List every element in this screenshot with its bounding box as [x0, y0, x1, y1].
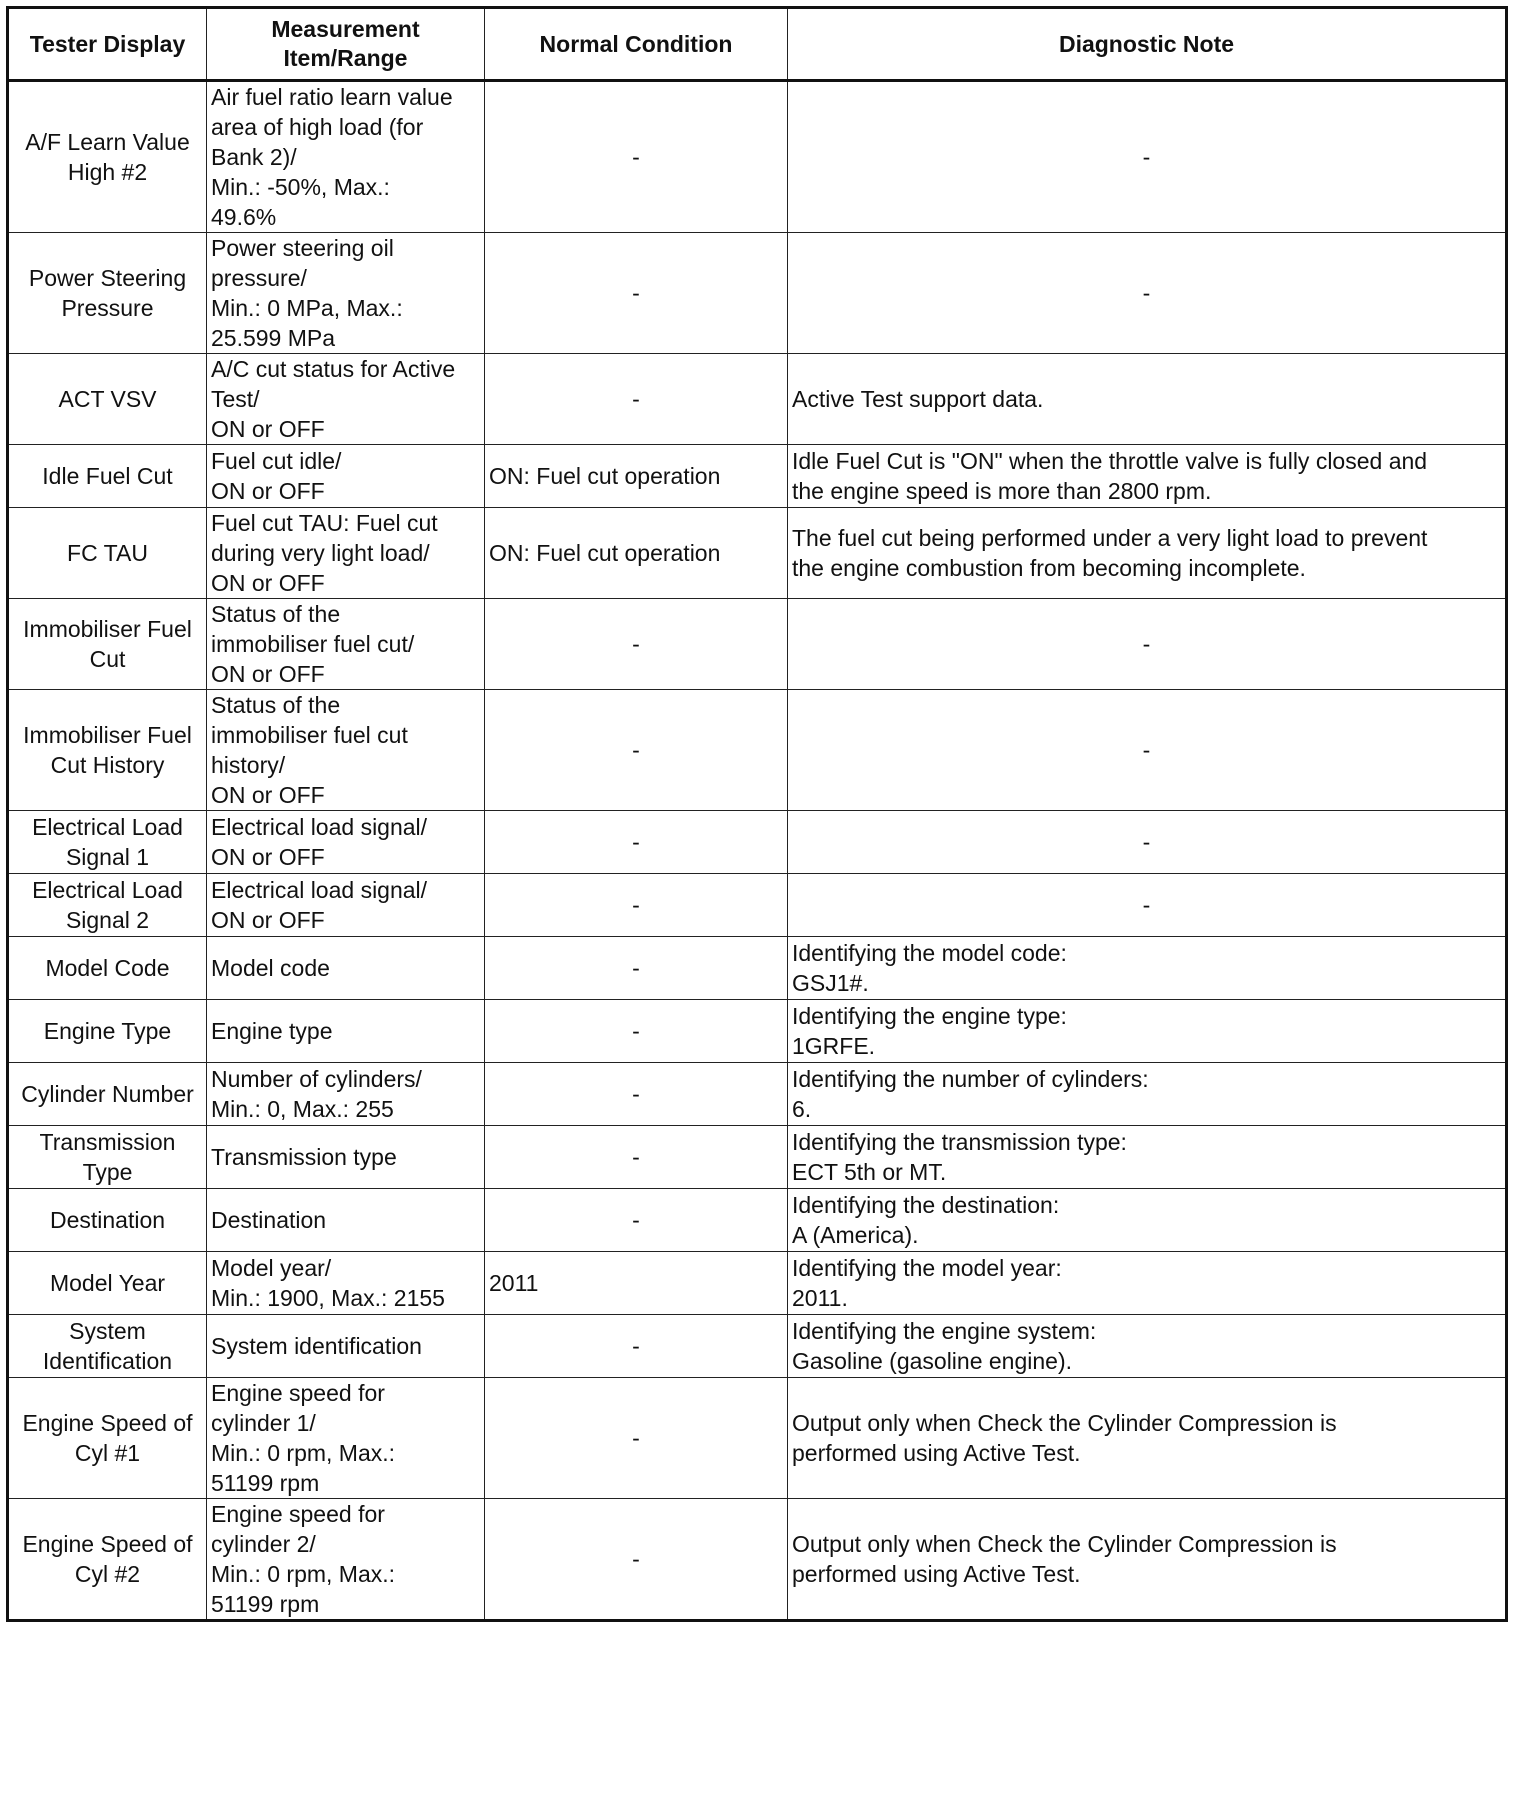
cell-tester-display: Transmission Type — [8, 1126, 207, 1189]
cell-normal-condition: - — [485, 937, 788, 1000]
cell-normal-condition: - — [485, 811, 788, 874]
cell-diagnostic-note: - — [788, 81, 1507, 233]
cell-measurement: Engine speed for cylinder 2/ Min.: 0 rpm, Max.: 51199 rpm — [207, 1499, 485, 1621]
cell-diagnostic-note: The fuel cut being performed under a very light load to prevent the engine combustion from becoming incomplete. — [788, 508, 1507, 599]
cell-measurement: Status of the immobiliser fuel cut history/ ON or OFF — [207, 690, 485, 811]
table-row — [8, 811, 1507, 874]
cell-normal-condition: - — [485, 1378, 788, 1499]
cell-diagnostic-note: Output only when Check the Cylinder Compression is performed using Active Test. — [788, 1378, 1507, 1499]
cell-measurement: Status of the immobiliser fuel cut/ ON or OFF — [207, 599, 485, 690]
cell-measurement: Electrical load signal/ ON or OFF — [207, 874, 485, 937]
cell-diagnostic-note: - — [788, 599, 1507, 690]
cell-diagnostic-note: Identifying the destination: A (America). — [788, 1189, 1507, 1252]
cell-normal-condition: - — [485, 354, 788, 445]
cell-normal-condition: - — [485, 1063, 788, 1126]
cell-measurement: Electrical load signal/ ON or OFF — [207, 811, 485, 874]
cell-normal-condition: ON: Fuel cut operation — [485, 508, 788, 599]
cell-diagnostic-note: Identifying the engine system: Gasoline (gasoline engine). — [788, 1315, 1507, 1378]
cell-diagnostic-note: Idle Fuel Cut is "ON" when the throttle valve is fully closed and the engine speed is more than 2800 rpm. — [788, 445, 1507, 508]
cell-diagnostic-note: Identifying the model code: GSJ1#. — [788, 937, 1507, 1000]
cell-diagnostic-note: - — [788, 811, 1507, 874]
table-header — [8, 8, 1507, 81]
cell-normal-condition: ON: Fuel cut operation — [485, 445, 788, 508]
table-row — [8, 81, 1507, 233]
table-row — [8, 690, 1507, 811]
cell-normal-condition: - — [485, 81, 788, 233]
cell-diagnostic-note: Identifying the number of cylinders: 6. — [788, 1063, 1507, 1126]
header-measurement: Measurement Item/Range — [207, 8, 485, 81]
cell-tester-display: Destination — [8, 1189, 207, 1252]
cell-diagnostic-note: Output only when Check the Cylinder Compression is performed using Active Test. — [788, 1499, 1507, 1621]
table-row — [8, 937, 1507, 1000]
header-row — [8, 8, 1507, 81]
table-row — [8, 1315, 1507, 1378]
cell-tester-display: A/F Learn Value High #2 — [8, 81, 207, 233]
table-row — [8, 508, 1507, 599]
cell-diagnostic-note: - — [788, 690, 1507, 811]
cell-normal-condition: - — [485, 1315, 788, 1378]
cell-diagnostic-note: Identifying the model year: 2011. — [788, 1252, 1507, 1315]
table-row — [8, 874, 1507, 937]
header-tester-display: Tester Display — [8, 8, 207, 81]
table-row — [8, 1000, 1507, 1063]
cell-tester-display: Engine Speed of Cyl #2 — [8, 1499, 207, 1621]
cell-tester-display: Idle Fuel Cut — [8, 445, 207, 508]
cell-tester-display: Model Year — [8, 1252, 207, 1315]
cell-tester-display: ACT VSV — [8, 354, 207, 445]
cell-measurement: Model code — [207, 937, 485, 1000]
table-body — [8, 81, 1507, 1621]
cell-normal-condition: 2011 — [485, 1252, 788, 1315]
cell-diagnostic-note: Identifying the transmission type: ECT 5th or MT. — [788, 1126, 1507, 1189]
cell-tester-display: Engine Type — [8, 1000, 207, 1063]
cell-diagnostic-note: - — [788, 874, 1507, 937]
cell-measurement: Engine type — [207, 1000, 485, 1063]
data-list-table — [6, 6, 1508, 1622]
cell-normal-condition: - — [485, 874, 788, 937]
cell-diagnostic-note: Active Test support data. — [788, 354, 1507, 445]
table-row — [8, 1499, 1507, 1621]
cell-normal-condition: - — [485, 1189, 788, 1252]
table-row — [8, 599, 1507, 690]
table-row — [8, 1063, 1507, 1126]
cell-tester-display: System Identification — [8, 1315, 207, 1378]
table-row — [8, 1378, 1507, 1499]
cell-tester-display: Immobiliser Fuel Cut History — [8, 690, 207, 811]
cell-tester-display: Electrical Load Signal 2 — [8, 874, 207, 937]
data-list-sheet — [6, 6, 1505, 1622]
cell-tester-display: Power Steering Pressure — [8, 233, 207, 354]
cell-normal-condition: - — [485, 1000, 788, 1063]
cell-normal-condition: - — [485, 599, 788, 690]
header-normal-condition: Normal Condition — [485, 8, 788, 81]
cell-normal-condition: - — [485, 690, 788, 811]
table-row — [8, 354, 1507, 445]
cell-measurement: Engine speed for cylinder 1/ Min.: 0 rpm, Max.: 51199 rpm — [207, 1378, 485, 1499]
cell-tester-display: Model Code — [8, 937, 207, 1000]
cell-measurement: Transmission type — [207, 1126, 485, 1189]
cell-measurement: System identification — [207, 1315, 485, 1378]
table-row — [8, 233, 1507, 354]
cell-tester-display: Cylinder Number — [8, 1063, 207, 1126]
cell-measurement: Number of cylinders/ Min.: 0, Max.: 255 — [207, 1063, 485, 1126]
cell-measurement: Model year/ Min.: 1900, Max.: 2155 — [207, 1252, 485, 1315]
cell-measurement: Fuel cut idle/ ON or OFF — [207, 445, 485, 508]
cell-measurement: Power steering oil pressure/ Min.: 0 MPa, Max.: 25.599 MPa — [207, 233, 485, 354]
table-row — [8, 1126, 1507, 1189]
table-row — [8, 445, 1507, 508]
cell-diagnostic-note: Identifying the engine type: 1GRFE. — [788, 1000, 1507, 1063]
cell-measurement: A/C cut status for Active Test/ ON or OFF — [207, 354, 485, 445]
cell-tester-display: FC TAU — [8, 508, 207, 599]
cell-tester-display: Electrical Load Signal 1 — [8, 811, 207, 874]
table-row — [8, 1189, 1507, 1252]
cell-tester-display: Engine Speed of Cyl #1 — [8, 1378, 207, 1499]
cell-diagnostic-note: - — [788, 233, 1507, 354]
header-diagnostic-note: Diagnostic Note — [788, 8, 1507, 81]
cell-normal-condition: - — [485, 1126, 788, 1189]
cell-normal-condition: - — [485, 233, 788, 354]
cell-measurement: Destination — [207, 1189, 485, 1252]
cell-tester-display: Immobiliser Fuel Cut — [8, 599, 207, 690]
cell-measurement: Air fuel ratio learn value area of high load (for Bank 2)/ Min.: -50%, Max.: 49.6% — [207, 81, 485, 233]
cell-normal-condition: - — [485, 1499, 788, 1621]
cell-measurement: Fuel cut TAU: Fuel cut during very light load/ ON or OFF — [207, 508, 485, 599]
table-row — [8, 1252, 1507, 1315]
